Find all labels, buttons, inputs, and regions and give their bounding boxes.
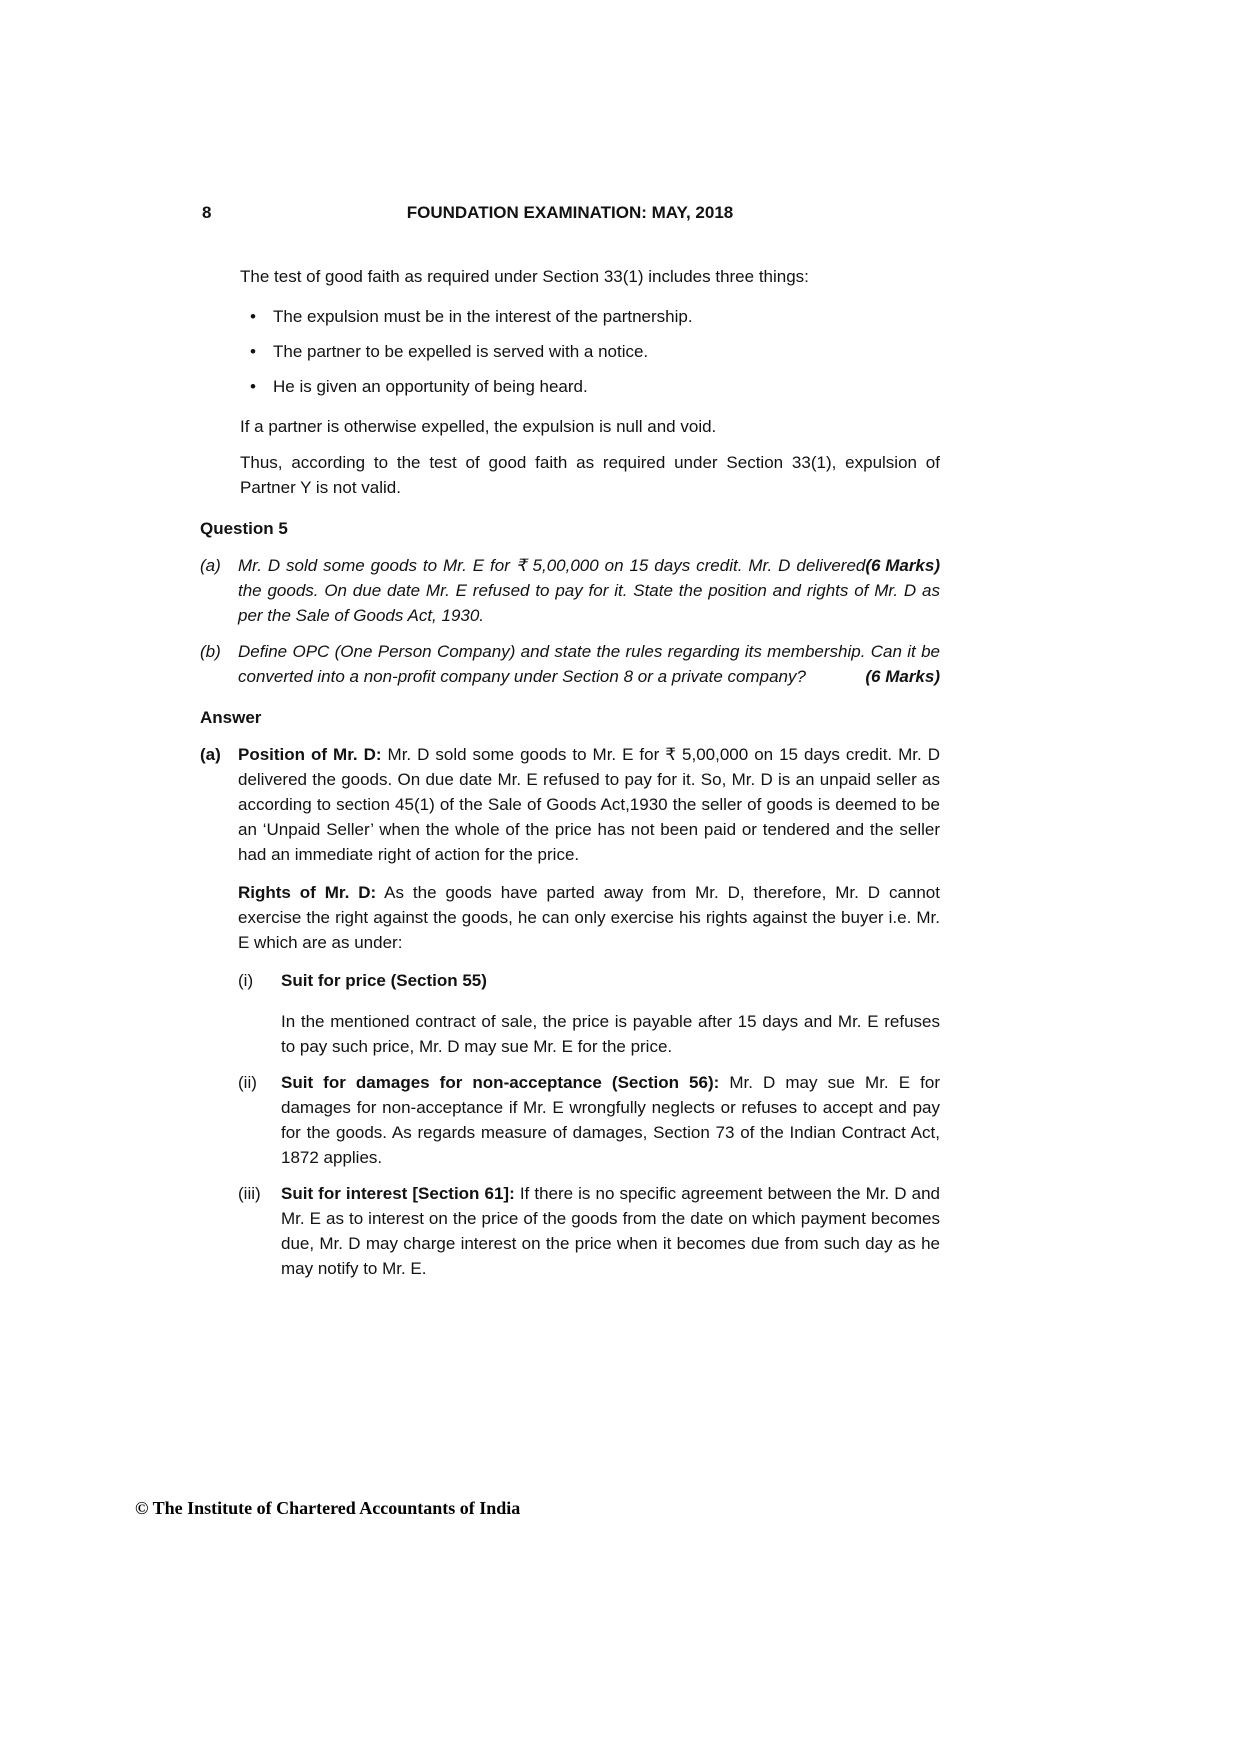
rights-sub-list — [238, 968, 940, 1281]
bullet-item — [240, 374, 940, 399]
bullet-text: The partner to be expelled is served with a notice. — [273, 342, 649, 361]
sub-item-iii-label: (iii) — [238, 1184, 261, 1203]
bullet-icon: • — [250, 377, 256, 396]
sub-item-ii-body — [281, 1070, 940, 1170]
question-5-title: Question 5 — [200, 519, 288, 538]
rights-lead: Rights of Mr. D: — [238, 883, 377, 902]
answer-title: Answer — [200, 708, 262, 727]
sub-item-i-label: (i) — [238, 971, 254, 990]
answer-a — [200, 742, 940, 1292]
sub-item-ii-label: (ii) — [238, 1073, 257, 1092]
expulsion-paragraph: If a partner is otherwise expelled, the expulsion is null and void. — [240, 417, 717, 436]
sub-item-i-body — [281, 968, 940, 1059]
question-5a-body — [238, 553, 940, 628]
page-number: 8 — [202, 203, 212, 222]
intro-paragraph: The test of good faith as required under Section 33(1) includes three things: — [240, 267, 809, 286]
sub-item-ii-text: Mr. D may sue Mr. E for damages for non-acceptance if Mr. E wrongfully neglects or refuses to accept and pay for the goods. As regards measure of damages, Section 73 of the Indian Contract Act, 1872 applies. — [281, 1073, 940, 1167]
sub-item-iii-text: If there is no specific agreement between the Mr. D and Mr. E as to interest on the price of the goods from the date on which payment becomes due, Mr. D may charge interest on the price when it becomes due from such day as he may notify to Mr. E. — [281, 1184, 940, 1278]
bullet-icon: • — [250, 342, 256, 361]
answer-a-label: (a) — [200, 745, 221, 764]
answer-a-body — [238, 742, 940, 1292]
bullet-item — [240, 339, 940, 364]
bullet-list — [240, 304, 940, 399]
position-lead: Position of Mr. D: — [238, 745, 382, 764]
sub-item-iii-body — [281, 1181, 940, 1281]
bullet-text: He is given an opportunity of being heard. — [273, 377, 588, 396]
question-5b-body — [238, 639, 940, 689]
sub-item-i-heading: Suit for price (Section 55) — [281, 971, 487, 990]
question-5a-label: (a) — [200, 556, 221, 575]
rights-paragraph — [238, 880, 940, 955]
sub-item-iii-heading: Suit for interest [Section 61]: — [281, 1184, 515, 1203]
copyright-footer: © The Institute of Chartered Accountants of India — [135, 1498, 521, 1518]
question-5b-text: Define OPC (One Person Company) and state the rules regarding its membership. Can it be converted into a non-profit company under Section 8 or a private company? — [238, 642, 940, 686]
sub-item-ii — [238, 1070, 940, 1170]
sub-item-iii — [238, 1181, 940, 1281]
question-5a-marks: (6 Marks) — [865, 556, 940, 575]
bullet-icon: • — [250, 307, 256, 326]
position-paragraph — [238, 742, 940, 867]
sub-item-i — [238, 968, 940, 1059]
conclusion-paragraph: Thus, according to the test of good faith as required under Section 33(1), expulsion of Partner Y is not valid. — [240, 453, 940, 497]
position-text: Mr. D sold some goods to Mr. E for ₹ 5,00,000 on 15 days credit. Mr. D delivered the goods. On due date Mr. E refused to pay for it. So, Mr. D is an unpaid seller as according to section 45(1) of the Sale of Goods Act,1930 the seller of goods is deemed to be an ‘Unpaid Seller’ when the whole of the price has not been paid or tendered and the seller had an immediate right of action for the price. — [238, 745, 940, 864]
question-5b — [200, 639, 940, 689]
header-title: FOUNDATION EXAMINATION: MAY, 2018 — [406, 203, 734, 222]
rights-text: As the goods have parted away from Mr. D, therefore, Mr. D cannot exercise the right against the goods, he can only exercise his rights against the buyer i.e. Mr. E which are as under: — [238, 883, 940, 952]
question-5a — [200, 553, 940, 628]
question-5a-text: Mr. D sold some goods to Mr. E for ₹ 5,00,000 on 15 days credit. Mr. D delivered the goods. On due date Mr. E refused to pay for it. State the position and rights of Mr. D as per the Sale of Goods Act, 1930. — [238, 556, 940, 625]
bullet-text: The expulsion must be in the interest of the partnership. — [273, 307, 693, 326]
page-header — [200, 200, 940, 225]
document-content — [200, 264, 940, 1303]
sub-item-ii-heading: Suit for damages for non-acceptance (Section 56): — [281, 1073, 720, 1092]
question-5b-marks: (6 Marks) — [865, 667, 940, 686]
sub-item-i-text: In the mentioned contract of sale, the price is payable after 15 days and Mr. E refuses to pay such price, Mr. D may sue Mr. E for the price. — [281, 1012, 940, 1056]
question-5b-label: (b) — [200, 642, 221, 661]
bullet-item — [240, 304, 940, 329]
